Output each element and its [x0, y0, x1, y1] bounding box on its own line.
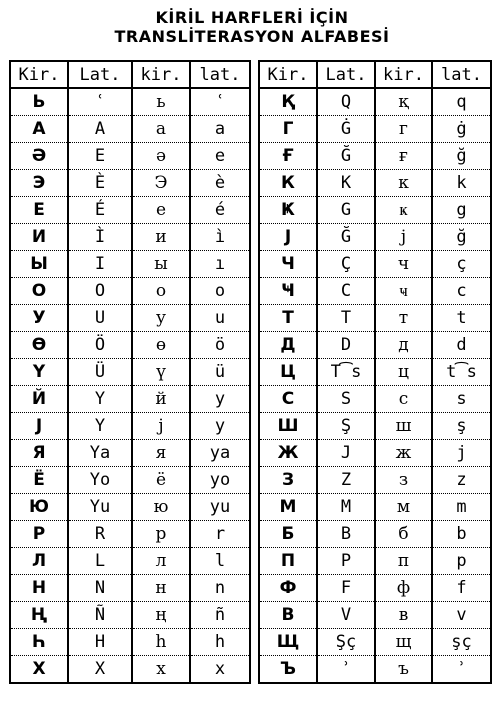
cyrillic-lower-cell: ё — [132, 467, 190, 494]
header-latin-lower: lat. — [190, 61, 250, 88]
page-title-line-2: TRANSLİTERASYON ALFABESİ — [114, 27, 390, 46]
latin-lower-cell: ı — [190, 251, 250, 278]
latin-lower-cell: ö — [190, 332, 250, 359]
latin-upper-cell: Ğ — [317, 143, 375, 170]
table-row — [10, 278, 250, 305]
cyrillic-lower-cell: з — [375, 467, 432, 494]
cyrillic-lower-cell: ъ — [375, 656, 432, 684]
cyrillic-lower-cell: ц — [375, 359, 432, 386]
latin-upper-cell: E — [68, 143, 132, 170]
header-cyrillic-upper: Kir. — [259, 61, 317, 88]
latin-upper-cell: È — [68, 170, 132, 197]
latin-upper-cell: Ğ — [317, 224, 375, 251]
table-row — [10, 88, 250, 116]
table-row — [259, 251, 491, 278]
table-row — [259, 467, 491, 494]
latin-upper-cell: C — [317, 278, 375, 305]
cyrillic-upper-cell: Э — [10, 170, 68, 197]
cyrillic-lower-cell: я — [132, 440, 190, 467]
latin-lower-cell: v — [432, 602, 491, 629]
table-row — [259, 278, 491, 305]
latin-lower-cell: e — [190, 143, 250, 170]
latin-lower-cell: ü — [190, 359, 250, 386]
cyrillic-lower-cell: т — [375, 305, 432, 332]
latin-upper-cell: Şç — [317, 629, 375, 656]
table-row — [10, 413, 250, 440]
latin-lower-cell: z — [432, 467, 491, 494]
cyrillic-upper-cell: Ц — [259, 359, 317, 386]
cyrillic-lower-cell: и — [132, 224, 190, 251]
cyrillic-upper-cell: Ә — [10, 143, 68, 170]
table-row — [10, 116, 250, 143]
latin-lower-cell: q — [432, 88, 491, 116]
cyrillic-upper-cell: А — [10, 116, 68, 143]
latin-lower-cell: m — [432, 494, 491, 521]
latin-upper-cell: Ç — [317, 251, 375, 278]
latin-upper-cell: B — [317, 521, 375, 548]
cyrillic-upper-cell: Ү — [10, 359, 68, 386]
latin-lower-cell: o — [190, 278, 250, 305]
cyrillic-lower-cell: Э — [132, 170, 190, 197]
latin-lower-cell: t͡s — [432, 359, 491, 386]
latin-lower-cell: şç — [432, 629, 491, 656]
cyrillic-lower-cell: р — [132, 521, 190, 548]
table-row — [259, 305, 491, 332]
latin-lower-cell: t — [432, 305, 491, 332]
latin-upper-cell: Yo — [68, 467, 132, 494]
alphabet-table-left — [9, 60, 251, 684]
table-row — [259, 413, 491, 440]
table-row — [259, 386, 491, 413]
cyrillic-upper-cell: Һ — [10, 629, 68, 656]
latin-upper-cell: G — [317, 197, 375, 224]
table-row — [10, 440, 250, 467]
cyrillic-upper-cell: Я — [10, 440, 68, 467]
latin-lower-cell: ʾ — [432, 656, 491, 684]
latin-lower-cell: s — [432, 386, 491, 413]
table-row — [10, 197, 250, 224]
cyrillic-lower-cell: ч — [375, 251, 432, 278]
cyrillic-upper-cell: Ф — [259, 575, 317, 602]
latin-lower-cell: n — [190, 575, 250, 602]
cyrillic-lower-cell: г — [375, 116, 432, 143]
latin-upper-cell: F — [317, 575, 375, 602]
cyrillic-upper-cell: С — [259, 386, 317, 413]
cyrillic-lower-cell: н — [132, 575, 190, 602]
table-row — [259, 548, 491, 575]
table-header-row — [259, 61, 491, 88]
latin-lower-cell: a — [190, 116, 250, 143]
cyrillic-upper-cell: Ј — [259, 224, 317, 251]
header-cyrillic-upper: Kir. — [10, 61, 68, 88]
cyrillic-upper-cell: Қ — [259, 88, 317, 116]
table-row — [259, 170, 491, 197]
cyrillic-lower-cell: у — [132, 305, 190, 332]
cyrillic-upper-cell: Ј — [10, 413, 68, 440]
table-row — [10, 575, 250, 602]
latin-upper-cell: Ñ — [68, 602, 132, 629]
latin-lower-cell: u — [190, 305, 250, 332]
cyrillic-upper-cell: Р — [10, 521, 68, 548]
table-row — [259, 143, 491, 170]
latin-lower-cell: ʿ — [190, 88, 250, 116]
latin-lower-cell: d — [432, 332, 491, 359]
cyrillic-lower-cell: м — [375, 494, 432, 521]
table-row — [10, 656, 250, 684]
latin-upper-cell: K — [317, 170, 375, 197]
table-row — [259, 602, 491, 629]
table-row — [10, 494, 250, 521]
latin-upper-cell: N — [68, 575, 132, 602]
table-row — [10, 170, 250, 197]
cyrillic-lower-cell: ғ — [375, 143, 432, 170]
header-cyrillic-lower: kir. — [375, 61, 432, 88]
cyrillic-lower-cell: ж — [375, 440, 432, 467]
cyrillic-upper-cell: Ю — [10, 494, 68, 521]
table-row — [259, 332, 491, 359]
cyrillic-lower-cell: ы — [132, 251, 190, 278]
latin-upper-cell: A — [68, 116, 132, 143]
latin-upper-cell: R — [68, 521, 132, 548]
table-row — [259, 116, 491, 143]
header-latin-upper: Lat. — [68, 61, 132, 88]
header-latin-lower: lat. — [432, 61, 491, 88]
cyrillic-lower-cell: ю — [132, 494, 190, 521]
cyrillic-upper-cell: Б — [259, 521, 317, 548]
latin-upper-cell: Ì — [68, 224, 132, 251]
cyrillic-lower-cell: х — [132, 656, 190, 684]
cyrillic-upper-cell: О — [10, 278, 68, 305]
latin-upper-cell: D — [317, 332, 375, 359]
cyrillic-lower-cell: к — [375, 170, 432, 197]
table-row — [259, 224, 491, 251]
cyrillic-lower-cell: қ — [375, 88, 432, 116]
cyrillic-upper-cell: Ң — [10, 602, 68, 629]
latin-upper-cell: Y — [68, 413, 132, 440]
table-row — [10, 602, 250, 629]
latin-upper-cell: Z — [317, 467, 375, 494]
latin-upper-cell: ʾ — [317, 656, 375, 684]
table-row — [259, 359, 491, 386]
latin-upper-cell: V — [317, 602, 375, 629]
latin-upper-cell: X — [68, 656, 132, 684]
latin-upper-cell: Ü — [68, 359, 132, 386]
cyrillic-lower-cell: щ — [375, 629, 432, 656]
header-cyrillic-lower: kir. — [132, 61, 190, 88]
cyrillic-lower-cell: п — [375, 548, 432, 575]
cyrillic-lower-cell: ҹ — [375, 278, 432, 305]
cyrillic-upper-cell: Ө — [10, 332, 68, 359]
latin-lower-cell: ş — [432, 413, 491, 440]
latin-lower-cell: c — [432, 278, 491, 305]
latin-upper-cell: É — [68, 197, 132, 224]
latin-lower-cell: k — [432, 170, 491, 197]
cyrillic-upper-cell: Ь — [10, 88, 68, 116]
cyrillic-lower-cell: с — [375, 386, 432, 413]
table-row — [10, 359, 250, 386]
table-row — [259, 440, 491, 467]
cyrillic-lower-cell: д — [375, 332, 432, 359]
table-row — [10, 251, 250, 278]
cyrillic-lower-cell: б — [375, 521, 432, 548]
latin-lower-cell: f — [432, 575, 491, 602]
cyrillic-upper-cell: Щ — [259, 629, 317, 656]
latin-upper-cell: I — [68, 251, 132, 278]
cyrillic-upper-cell: Х — [10, 656, 68, 684]
latin-upper-cell: Ş — [317, 413, 375, 440]
cyrillic-lower-cell: ш — [375, 413, 432, 440]
latin-lower-cell: h — [190, 629, 250, 656]
latin-upper-cell: Yu — [68, 494, 132, 521]
latin-lower-cell: yu — [190, 494, 250, 521]
page-title-line-1: KİRİL HARFLERİ İÇİN — [155, 8, 349, 27]
cyrillic-lower-cell: й — [132, 386, 190, 413]
table-row — [10, 143, 250, 170]
cyrillic-upper-cell: П — [259, 548, 317, 575]
cyrillic-lower-cell: о — [132, 278, 190, 305]
latin-lower-cell: x — [190, 656, 250, 684]
latin-upper-cell: ʿ — [68, 88, 132, 116]
latin-upper-cell: L — [68, 548, 132, 575]
cyrillic-lower-cell: в — [375, 602, 432, 629]
latin-lower-cell: é — [190, 197, 250, 224]
latin-lower-cell: r — [190, 521, 250, 548]
cyrillic-lower-cell: ь — [132, 88, 190, 116]
latin-upper-cell: U — [68, 305, 132, 332]
latin-upper-cell: Ö — [68, 332, 132, 359]
cyrillic-upper-cell: В — [259, 602, 317, 629]
latin-lower-cell: ñ — [190, 602, 250, 629]
latin-upper-cell: T — [317, 305, 375, 332]
cyrillic-upper-cell: Ж — [259, 440, 317, 467]
table-row — [10, 224, 250, 251]
table-row — [10, 521, 250, 548]
cyrillic-upper-cell: Д — [259, 332, 317, 359]
latin-lower-cell: p — [432, 548, 491, 575]
table-row — [259, 88, 491, 116]
table-row — [259, 629, 491, 656]
header-latin-upper: Lat. — [317, 61, 375, 88]
latin-upper-cell: Ġ — [317, 116, 375, 143]
table-row — [259, 494, 491, 521]
cyrillic-upper-cell: Ч — [259, 251, 317, 278]
table-row — [10, 467, 250, 494]
table-row — [259, 521, 491, 548]
table-row — [10, 548, 250, 575]
latin-lower-cell: ya — [190, 440, 250, 467]
latin-upper-cell: H — [68, 629, 132, 656]
cyrillic-upper-cell: Ш — [259, 413, 317, 440]
latin-upper-cell: T͡s — [317, 359, 375, 386]
latin-lower-cell: b — [432, 521, 491, 548]
latin-upper-cell: J — [317, 440, 375, 467]
table-row — [259, 197, 491, 224]
latin-lower-cell: è — [190, 170, 250, 197]
latin-upper-cell: M — [317, 494, 375, 521]
cyrillic-upper-cell: Ы — [10, 251, 68, 278]
latin-lower-cell: yo — [190, 467, 250, 494]
cyrillic-lower-cell: ј — [132, 413, 190, 440]
table-row — [259, 575, 491, 602]
table-row — [10, 386, 250, 413]
latin-upper-cell: O — [68, 278, 132, 305]
cyrillic-lower-cell: ф — [375, 575, 432, 602]
table-header-row — [10, 61, 250, 88]
cyrillic-upper-cell: Л — [10, 548, 68, 575]
cyrillic-lower-cell: һ — [132, 629, 190, 656]
cyrillic-lower-cell: ҝ — [375, 197, 432, 224]
cyrillic-upper-cell: М — [259, 494, 317, 521]
table-row — [10, 305, 250, 332]
cyrillic-upper-cell: Ғ — [259, 143, 317, 170]
latin-upper-cell: Q — [317, 88, 375, 116]
cyrillic-upper-cell: Й — [10, 386, 68, 413]
cyrillic-upper-cell: Е — [10, 197, 68, 224]
table-row — [10, 332, 250, 359]
cyrillic-upper-cell: Н — [10, 575, 68, 602]
table-row — [10, 629, 250, 656]
cyrillic-upper-cell: Т — [259, 305, 317, 332]
latin-lower-cell: g — [432, 197, 491, 224]
cyrillic-upper-cell: И — [10, 224, 68, 251]
latin-lower-cell: ì — [190, 224, 250, 251]
cyrillic-upper-cell: К — [259, 170, 317, 197]
cyrillic-upper-cell: З — [259, 467, 317, 494]
latin-lower-cell: ğ — [432, 224, 491, 251]
cyrillic-lower-cell: ә — [132, 143, 190, 170]
latin-upper-cell: P — [317, 548, 375, 575]
cyrillic-lower-cell: ј — [375, 224, 432, 251]
cyrillic-lower-cell: л — [132, 548, 190, 575]
latin-upper-cell: Ya — [68, 440, 132, 467]
cyrillic-lower-cell: ү — [132, 359, 190, 386]
cyrillic-lower-cell: е — [132, 197, 190, 224]
cyrillic-lower-cell: ө — [132, 332, 190, 359]
cyrillic-upper-cell: Ҝ — [259, 197, 317, 224]
latin-lower-cell: y — [190, 386, 250, 413]
latin-lower-cell: ğ — [432, 143, 491, 170]
cyrillic-upper-cell: Ъ — [259, 656, 317, 684]
latin-lower-cell: j — [432, 440, 491, 467]
cyrillic-upper-cell: Ҹ — [259, 278, 317, 305]
latin-upper-cell: Y — [68, 386, 132, 413]
latin-lower-cell: ç — [432, 251, 491, 278]
latin-upper-cell: S — [317, 386, 375, 413]
latin-lower-cell: ġ — [432, 116, 491, 143]
cyrillic-upper-cell: Ё — [10, 467, 68, 494]
table-row — [259, 656, 491, 684]
cyrillic-lower-cell: ң — [132, 602, 190, 629]
alphabet-table-right — [258, 60, 492, 684]
cyrillic-upper-cell: Г — [259, 116, 317, 143]
latin-lower-cell: y — [190, 413, 250, 440]
cyrillic-lower-cell: а — [132, 116, 190, 143]
latin-lower-cell: l — [190, 548, 250, 575]
cyrillic-upper-cell: У — [10, 305, 68, 332]
